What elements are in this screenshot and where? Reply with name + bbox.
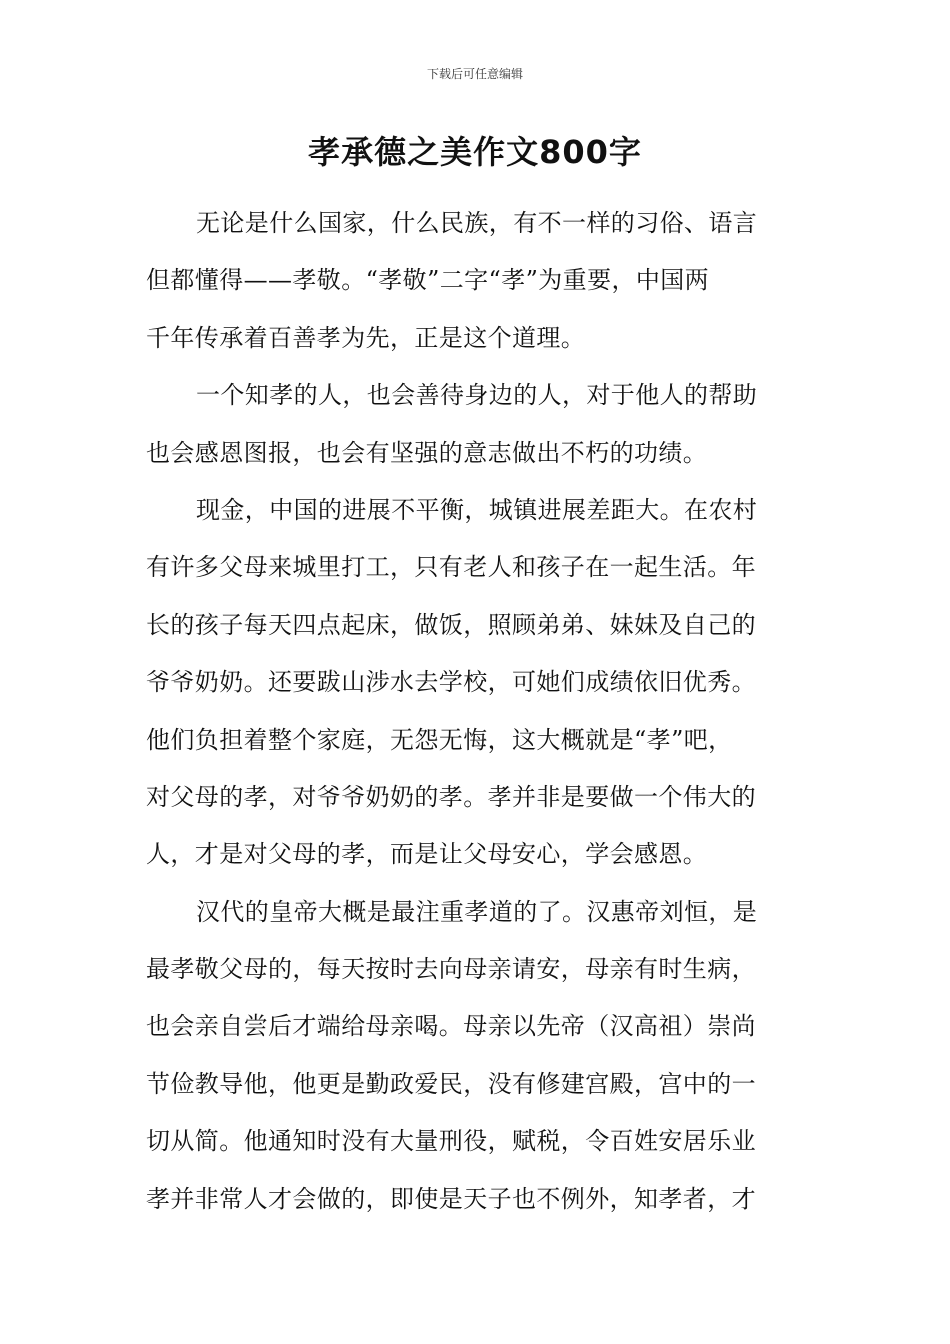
text-line: 人，才是对父母的孝，而是让父母安心，学会感恩。: [146, 840, 708, 869]
text-line: 最孝敬父母的，每天按时去向母亲请安，母亲有时生病，: [146, 955, 756, 984]
text-line: 现金，中国的进展不平衡，城镇进展差距大。在农村: [196, 495, 758, 524]
text-line: 千年传承着百善孝为先，正是这个道理。: [146, 323, 586, 352]
document-body: [146, 195, 806, 1228]
text-line: 对父母的孝，对爷爷奶奶的孝。孝并非是要做一个伟大的: [146, 782, 756, 811]
text-line: 爷爷奶奶。还要跋山涉水去学校，可她们成绩依旧优秀。: [146, 668, 756, 697]
text-line: 但都懂得——孝敬。“孝敬”二字“孝”为重要，中国两: [146, 266, 710, 295]
paragraph-3: [146, 482, 806, 884]
text-line: 切从简。他通知时没有大量刑役，赋税，令百姓安居乐业: [146, 1127, 756, 1156]
text-line: 一个知孝的人，也会善待身边的人，对于他人的帮助: [196, 381, 758, 410]
text-line: 孝并非常人才会做的，即使是天子也不例外，知孝者，才: [146, 1184, 756, 1213]
text-line: 也会亲自尝后才端给母亲喝。母亲以先帝（汉高祖）崇尚: [146, 1012, 756, 1041]
text-line: 也会感恩图报，也会有坚强的意志做出不朽的功绩。: [146, 438, 708, 467]
paragraph-4: [146, 884, 806, 1228]
text-line: 长的孩子每天四点起床，做饭，照顾弟弟、妹妹及自己的: [146, 610, 756, 639]
text-line: 无论是什么国家，什么民族，有不一样的习俗、语言: [196, 209, 758, 237]
paragraph-1: [146, 195, 806, 367]
text-line: 有许多父母来城里打工，只有老人和孩子在一起生活。年: [146, 553, 756, 582]
text-line: 节俭教导他，他更是勤政爱民，没有修建宫殿，宫中的一: [146, 1069, 756, 1098]
header-note: 下载后可任意编辑: [426, 67, 523, 81]
text-line: 他们负担着整个家庭，无怨无悔，这大概就是“孝”吧，: [146, 725, 733, 754]
paragraph-2: [146, 367, 806, 482]
text-line: 汉代的皇帝大概是最注重孝道的了。汉惠帝刘恒，是: [196, 897, 758, 926]
document-title: 孝承德之美作文800字: [308, 133, 642, 171]
